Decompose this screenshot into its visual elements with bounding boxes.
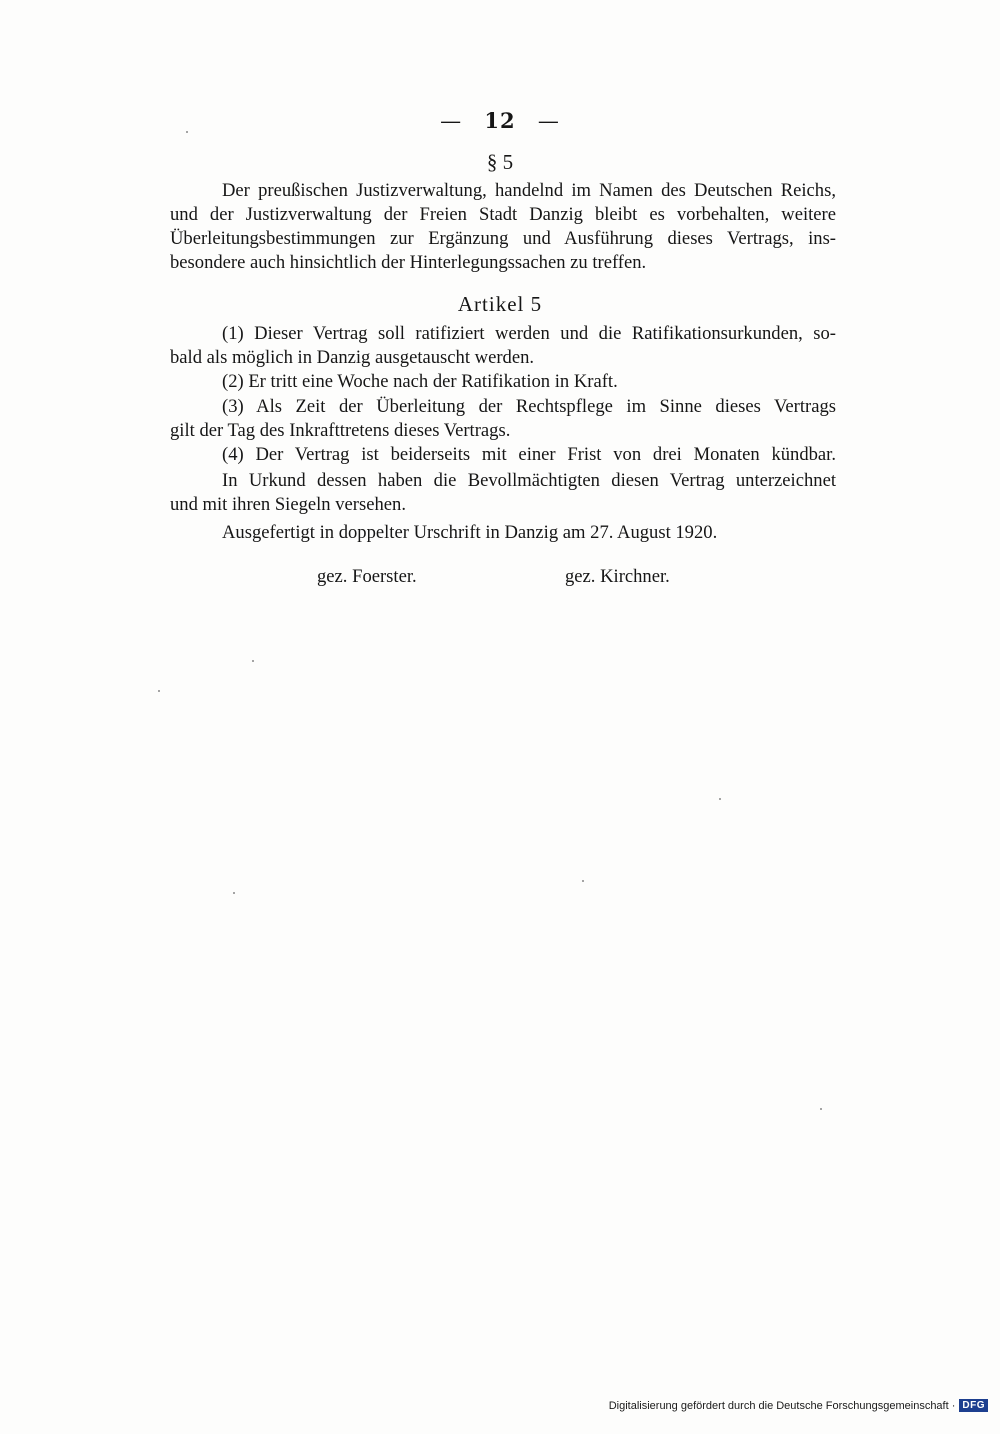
paragraph-line: Ausgefertigt in doppelter Urschrift in Danzig am 27. August 1920. <box>222 522 718 543</box>
paragraph-line: und der Justizverwaltung der Freien Stadt Danzig bleibt es vorbehalten, weitere <box>170 204 836 225</box>
article-paragraph-3 <box>170 395 836 443</box>
execution-clause <box>170 521 836 545</box>
article-heading: Artikel 5 <box>457 292 543 316</box>
paragraph-line: Überleitungsbestimmungen zur Ergänzung und Ausführung dieses Vertrags, ins- <box>170 228 836 249</box>
page-number-line <box>0 108 1000 133</box>
paragraph-line: und mit ihren Siegeln versehen. <box>170 494 406 515</box>
paragraph-line: (1) Dieser Vertrag soll ratifiziert werden und die Ratifikationsurkunden, so- <box>222 323 836 344</box>
scan-speck <box>252 660 254 662</box>
paragraph-line: (3) Als Zeit der Überleitung der Rechtspflege im Sinne dieses Vertrags <box>222 396 836 417</box>
article-paragraph-4 <box>170 443 836 467</box>
paragraph-line: gilt der Tag des Inkrafttretens dieses Vertrags. <box>170 420 511 441</box>
scan-speck <box>186 131 188 133</box>
scan-speck <box>233 892 235 894</box>
signature-kirchner: gez. Kirchner. <box>565 566 670 587</box>
scan-speck <box>582 880 584 882</box>
section-paragraph <box>170 179 836 275</box>
page-number-dash-right: — <box>537 109 560 133</box>
witness-paragraph <box>170 469 836 517</box>
section-heading: § 5 <box>486 150 514 174</box>
scan-speck <box>158 690 160 692</box>
page-number: 12 <box>484 108 516 133</box>
paragraph-line: (2) Er tritt eine Woche nach der Ratifikation in Kraft. <box>222 371 618 392</box>
paragraph-line: Der preußischen Justizverwaltung, handelnd im Namen des Deutschen Reichs, <box>222 180 836 201</box>
paragraph-line: (4) Der Vertrag ist beiderseits mit einer Frist von drei Monaten kündbar. <box>222 444 836 465</box>
article-paragraph-1 <box>170 322 836 370</box>
dfg-logo-icon: DFG <box>959 1399 988 1412</box>
scan-speck <box>820 1108 822 1110</box>
footer-text: Digitalisierung gefördert durch die Deutsche Forschungsgemeinschaft · <box>608 1399 956 1412</box>
page-number-dash-left: — <box>440 109 463 133</box>
footer-credit <box>609 1399 988 1412</box>
paragraph-line: In Urkund dessen haben die Bevollmächtigten diesen Vertrag unterzeichnet <box>222 470 836 491</box>
paragraph-line: bald als möglich in Danzig ausgetauscht werden. <box>170 347 535 368</box>
scan-speck <box>719 798 721 800</box>
paragraph-line: besondere auch hinsichtlich der Hinterlegungssachen zu treffen. <box>170 252 647 273</box>
signature-foerster: gez. Foerster. <box>317 566 417 587</box>
article-paragraph-2 <box>170 370 836 394</box>
